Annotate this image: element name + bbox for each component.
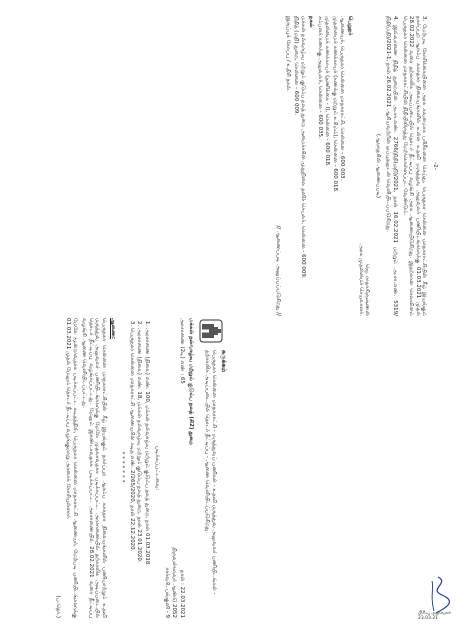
tamil-date-line-2: சார்வரி, பங்குனி - 9 bbox=[164, 567, 171, 618]
signatory-name: ஜெ. ராதாகிருஷ்ணன் bbox=[364, 263, 371, 316]
go-number: அரசாணை (2டி) எண் : 65 bbox=[179, 318, 186, 384]
reference-item: 2. அரசாணை (நிலை) எண். 18, மக்கள் நல்வாழ்வு மற்றும் குடும்ப நலத் துறை, நாள் 23.01.2020. bbox=[136, 328, 143, 618]
signature-caption bbox=[418, 611, 451, 621]
signature-caption-text: பிரிவு அலுவலர் bbox=[418, 611, 452, 616]
department-line: மக்கள் நல்வாழ்வு மற்றும் குடும்ப நலத் (சி2) துறை bbox=[188, 318, 194, 445]
order-paragraph-2: மேலே மூன்றாவதாக படிக்கப்பட்ட கடிதத்தில், பெருநகர சென்னை மாநகராட்சி ஆணையர், மேற்படி பணியிடங்களுக்கு 01.03.2021 முதல் மேலும் தொடர் நீட்டிப்பு வழங்குமாறு அரசைக் கோரியுள்ளார். bbox=[65, 318, 78, 618]
order-paragraph-1: பெருநகர சென்னை மாநகராட்சியின் கீழ் இயங்கும் நகர்ப்புற ஆரம்ப சுகாதார நிலையங்களில் பணியாற்றும் உதவி மருத்துவ அலுவலர் பணியிடங்களுக்கு மேலே முதலாவதாக படிக்கப்பட்ட அரசாணையில் தற்காலிக அடிப்படையில் தொடர் நீட்டிப்பு வழங்கப்பட்டது. மேலும் இரண்டாவதாக படிக்கப்பட்ட அரசாணையில் 28.02.2021 வரை நீட்டிப்பு வழங்கி ஆணை வெளியிடப்பட்டது. bbox=[81, 318, 108, 618]
recipient-item: முதன்மைக் கணக்காயர் (தணிக்கை - I), சென்னை - 600 018. bbox=[324, 16, 331, 167]
government-emblem-icon bbox=[198, 318, 226, 344]
first-page bbox=[16, 318, 226, 618]
recipient-item: சம்பளக் கணக்கு அலுவலர், சென்னை - 600 035. bbox=[316, 16, 323, 139]
tamil-date-line-1: திருவள்ளுவர் ஆண்டு 2052 bbox=[170, 547, 177, 618]
order-of-governor: (ஆளுநரின் ஆணைப்படி) bbox=[374, 134, 381, 198]
reference-item: 1. அரசாணை (நிலை) எண். 100, மக்கள் நல்வாழ்வு மற்றும் குடும்ப நலத் துறை, நாள் 01.03.2018. bbox=[143, 328, 150, 618]
continuation-mark: (ப.தொ.) bbox=[55, 595, 62, 618]
paragraph-3: 3. மேற்படி கோரிக்கையினை அரசு கவனமாக பரிசீலனை செய்து, பெருநகர சென்னை மாநகராட்சியின் கீழ் இயங்கும் நகர்ப்புற ஆரம்ப சுகாதார நிலையங்களில் உள்ள உதவி மருத்துவ அலுவலர் பணியிடங்களுக்கு 01.03.2021 முதல் 28.02.2022 வரை தற்காலிக அடிப்படையில் தொடர் நீட்டிப்பு வழங்கி அரசு ஆணையிடுகிறது. இதற்கான செலவினம் பெருநகர சென்னை மாநகராட்சியின் நிதியிலிருந்து மேற்கொள்ளப்பட வேண்டும். bbox=[401, 16, 428, 316]
read-heading: படிக்கப்பட்டவை: bbox=[153, 445, 160, 491]
paragraph-4: 4. இவ்வாணை நிதித் துறையின் அ.சா.எண். 2766/நிதி(மநி)/2021, நாள் 16.02.2021 மற்றும் அ.சா.எண். 5319/நிதி(மநி)/2021-1, நாள் 26.02.2021 ஆகியவற்றின் ஒப்புதலுடன் வெளியிடப்படுகிறது. bbox=[385, 16, 399, 316]
go-number-row bbox=[179, 318, 186, 618]
signatory-block bbox=[357, 16, 370, 316]
copy-to-item: நிதித் (மநி) துறை, சென்னை - 600 009. bbox=[292, 16, 299, 116]
header-row bbox=[196, 318, 226, 618]
copy-to-item: மக்கள் நல்வாழ்வு மற்றும் குடும்ப நலத் துறை அமைச்சரின் முதுநிலை தனிச் செயலர், சென்னை - 600 009. bbox=[300, 16, 307, 279]
to-heading: பெறுநர் bbox=[347, 16, 354, 36]
recipient-item: ஆணையர், பெருநகர சென்னை மாநகராட்சி, சென்னை - 600 003. bbox=[339, 16, 346, 181]
separator-stars: ******* bbox=[119, 451, 126, 485]
recipients-block bbox=[285, 16, 353, 316]
go-date: நாள் : 22.03.2021 bbox=[179, 570, 186, 618]
forwarded-line: // ஆணைப்படி அனுப்பப்படுகிறது // bbox=[274, 225, 281, 316]
copy-to-item: இருப்புக் கோப்பு / உதிரி நகல். bbox=[285, 16, 292, 92]
second-page bbox=[228, 16, 438, 316]
copy-to-heading: நகல் bbox=[308, 16, 315, 28]
signature-date: 23.03.21 bbox=[418, 616, 439, 621]
header-title: சுருக்கம் bbox=[220, 350, 227, 373]
signatory-title: அரசு முதன்மைச் செயலாளர். bbox=[357, 243, 364, 316]
recipient-item: முதன்மைக் கணக்காயர் (கணக்கு மற்றும் உரிமம்), சென்னை - 600 018. bbox=[331, 16, 338, 193]
reference-item: 3. பெருநகர சென்னை மாநகராட்சி ஆணையரின் கடித எண். 2/265/2020, நாள் 22.12.2020. bbox=[128, 328, 135, 618]
order-heading: ஆணை: bbox=[109, 318, 116, 340]
page-number: -2- bbox=[432, 162, 438, 170]
header-summary: பெருநகர சென்னை மாநகராட்சி - மருத்துவப் பணிகள் - உதவி மருத்துவ அலுவலர் பணியிடங்கள் - தற்காலிக அடிப்படையில் தொடர் நீட்டிப்பு - ஆணை வெளியிடப்படுகிறது. bbox=[204, 350, 217, 595]
signature-block bbox=[416, 565, 460, 625]
tamil-date-block bbox=[164, 318, 177, 618]
reference-list bbox=[128, 318, 150, 618]
